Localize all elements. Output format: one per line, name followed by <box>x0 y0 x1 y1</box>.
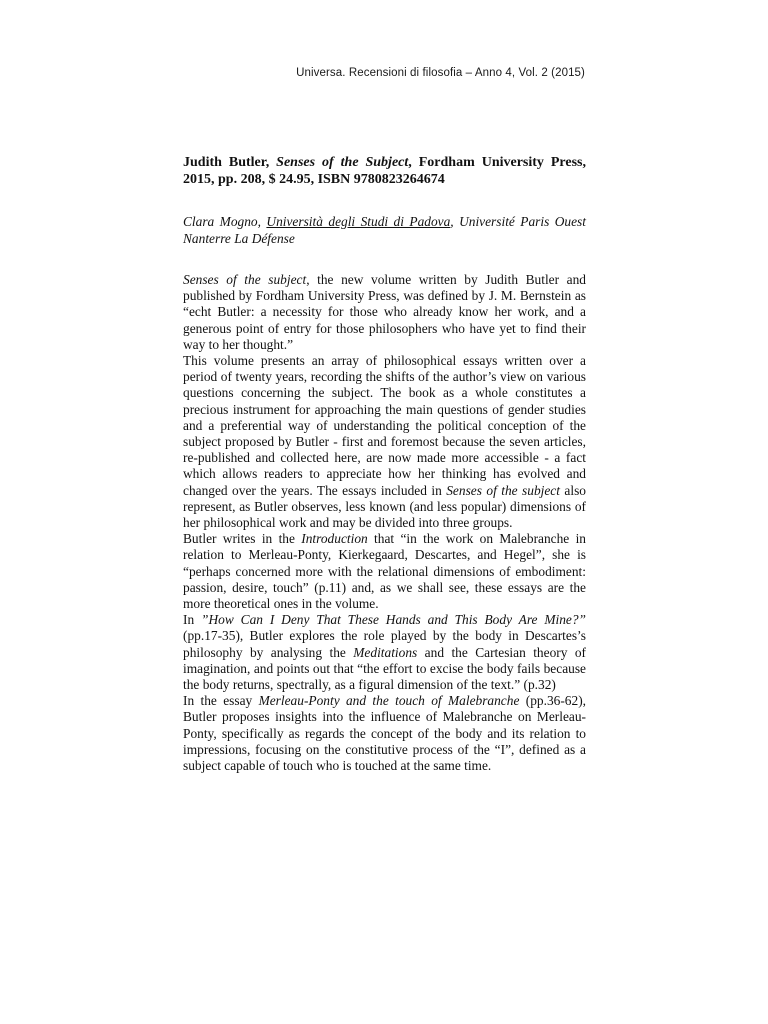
reviewer-affiliation-padova: Università degli Studi di Padova <box>266 214 451 229</box>
paragraph-text: (pp.36-62), Butler proposes insights into the influence of Malebranche on Merleau-Ponty, specifically as regards the concept of the body and its relation to impressions, focusing on the constitutive process of the “I”, defined as a subject capable of touch who is touched at the same time. <box>183 693 587 774</box>
meditations-ref: Meditations <box>353 644 418 660</box>
running-header: Universa. Recensioni di filosofia – Anno 4, Vol. 2 (2015) <box>296 67 585 79</box>
paragraph-3 <box>183 531 586 612</box>
paragraph-text: This volume presents an array of philosophical essays written over a period of twenty years, recording the shifts of the author’s view on various questions concerning the subject. The book as a whole constitutes a precious instrument for approaching the main questions of gender studies and a preferential way of understanding the political conception of the subject proposed by Butler - first and foremost because the seven articles, re-published and collected here, are now made more accessible - a fact which allows readers to appreciate how her thinking has evolved and changed over the years. The essays included in <box>183 353 586 498</box>
introduction-ref: Introduction <box>301 531 368 547</box>
title-author: Judith Butler, <box>183 155 277 170</box>
review-title <box>183 154 586 188</box>
title-details: , Fordham University Press, 2015, pp. 208, $ 24.95, ISBN 9780823264674 <box>183 155 587 187</box>
paragraph-text: In the essay <box>183 693 259 709</box>
reviewer-name: Clara Mogno <box>183 214 258 229</box>
byline-separator: , <box>450 214 460 229</box>
paragraph-2 <box>183 353 586 531</box>
book-title-ref: Senses of the subject <box>183 272 307 287</box>
paragraph-text: also represent, as Butler observes, less known (and less popular) dimensions of her philosophical work and may be divided into three groups. <box>183 482 586 531</box>
essay-title-ref: Merleau-Ponty and the touch of Malebranche <box>258 693 520 709</box>
paragraph-text: that “in the work on Malebranche in relation to Merleau-Ponty, Kierkegaard, Descartes, and Hegel”, she is “perhaps concerned more with the relational dimensions of embodiment: passion, desire, touch” (p.11) and, as we shall see, these essays are the more theoretical ones in the volume. <box>183 531 586 612</box>
paragraph-text: and the Cartesian theory of imagination, and points out that “the effort to excise the body fails because the body returns, spectrally, as a figural dimension of the text.” (p.32) <box>183 644 586 693</box>
paragraph-text: Butler writes in the <box>183 531 302 547</box>
paragraph-text: (pp.17-35), Butler explores the role played by the body in Descartes’s philosophy by analysing the <box>183 628 586 660</box>
paragraph-4 <box>183 612 586 693</box>
reviewer-affiliation-nanterre: Université Paris Ouest Nanterre La Défense <box>183 214 586 246</box>
byline-separator: , <box>257 214 267 229</box>
title-book: Senses of the Subject <box>276 155 409 170</box>
article-body <box>183 154 586 774</box>
reviewer-byline <box>183 213 586 247</box>
essay-title-ref: ”How Can I Deny That These Hands and This Body Are Mine?” <box>201 612 586 628</box>
paragraph-text: In <box>183 612 202 628</box>
paragraph-5 <box>183 693 586 774</box>
paragraph-1 <box>183 272 586 353</box>
paragraph-text: , the new volume written by Judith Butler and published by Fordham University Press, was defined by J. M. Bernstein as “echt Butler: a necessity for those who already know her work, and a generous point of entry for those philosophers who have yet to find their way to her thought.” <box>183 272 587 352</box>
book-title-ref: Senses of the subject <box>446 482 560 498</box>
